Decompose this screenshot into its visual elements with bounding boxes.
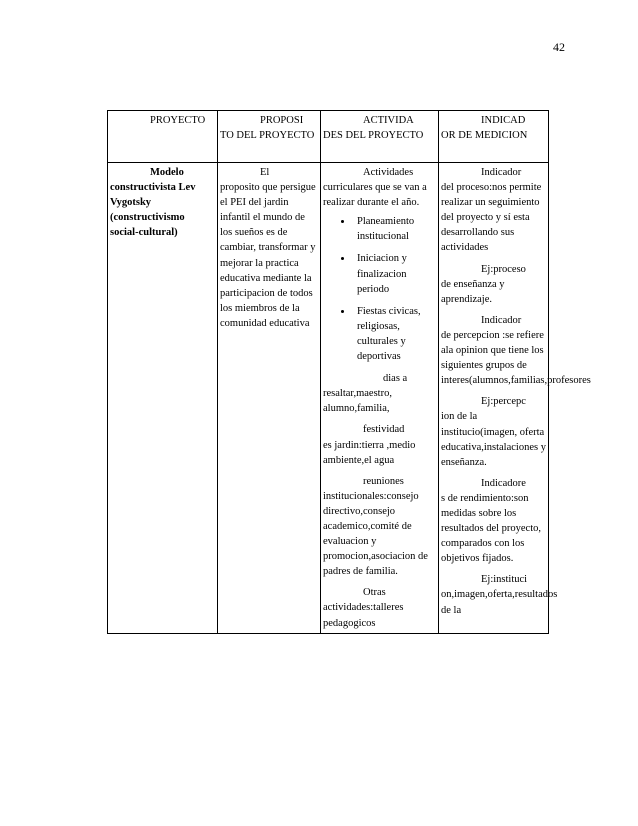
cell-text: festividad	[363, 424, 405, 436]
cell-text: Indicador	[481, 167, 522, 178]
cell-text: on,imagen,oferta,resultados de la	[441, 589, 558, 616]
cell-text: Ej:percepc	[481, 396, 526, 408]
cell-text: Modelo	[150, 167, 184, 178]
cell-text: Indicador	[481, 314, 522, 326]
cell-text: resaltar,maestro, alumno,familia,	[323, 388, 392, 415]
header-text: ACTIVIDA	[363, 115, 414, 126]
cell-text: institucionales:consejo directivo,consejo academico,comité de evaluacion y promocion,asociacion de padres de familia.	[323, 490, 428, 578]
cell-text: constructivista Lev Vygotsky (constructivismo social-cultural)	[110, 182, 196, 239]
header-proyecto	[108, 111, 218, 163]
header-text: PROPOSI	[260, 115, 304, 126]
list-item: • Iniciacion y finalizacion periodo	[353, 251, 436, 296]
header-text: PROYECTO	[150, 115, 206, 126]
cell-text: es jardin:tierra ,medio ambiente,el agua	[323, 439, 416, 466]
cell-text: Otras	[363, 587, 386, 599]
cell-text: Ej:proceso	[481, 263, 526, 275]
header-indicador	[439, 111, 549, 163]
cell-text: de enseñanza y aprendizaje.	[441, 278, 505, 305]
header-text: OR DE MEDICION	[441, 130, 528, 142]
cell-text: Actividades	[363, 167, 414, 178]
page-number: 42	[553, 40, 565, 54]
header-actividades	[321, 111, 439, 163]
cell-proposito	[218, 163, 321, 634]
cell-text: Ej:instituci	[481, 574, 528, 586]
cell-text: actividades:talleres pedagogicos	[323, 602, 404, 629]
cell-text: El	[260, 167, 270, 178]
activities-list	[323, 214, 436, 364]
cell-text: ion de la institucio(imagen, oferta educativa,instalaciones y enseñanza.	[441, 411, 546, 468]
cell-text: reuniones	[363, 475, 404, 487]
header-text: DES DEL PROYECTO	[323, 130, 424, 142]
list-item: • Planeamiento institucional	[353, 214, 436, 244]
cell-modelo	[108, 163, 218, 634]
cell-text: curriculares que se van a realizar durante el año.	[323, 182, 427, 209]
header-proposito	[218, 111, 321, 163]
table-header-row	[108, 111, 549, 163]
table-body-row	[108, 163, 549, 634]
cell-indicador	[439, 163, 591, 634]
project-table	[107, 110, 591, 634]
cell-text: dias a	[383, 373, 408, 385]
header-text: TO DEL PROYECTO	[220, 130, 315, 142]
cell-text: proposito que persigue el PEI del jardin infantil el mundo de los sueños es de cambiar, transformar y mejorar la practica educativa mediante la participacion de todos los miembros de la comunidad educativa	[220, 182, 316, 329]
cell-text: de percepcion :se refiere ala opinion que tiene los siguientes grupos de interes(alumnos,familias,profesores	[441, 329, 591, 387]
cell-text: del proceso:nos permite realizar un seguimiento del proyecto y sí esta desarrollando sus actividades	[441, 182, 542, 254]
cell-text: s de rendimiento:son medidas sobre los resultados del proyecto, comparados con los objetivos fijados.	[441, 492, 542, 565]
header-text: INDICAD	[481, 115, 526, 126]
list-item: • Fiestas civicas, religiosas, culturales y deportivas	[353, 304, 436, 364]
cell-text: Indicadore	[481, 477, 526, 489]
cell-actividades	[321, 163, 439, 634]
